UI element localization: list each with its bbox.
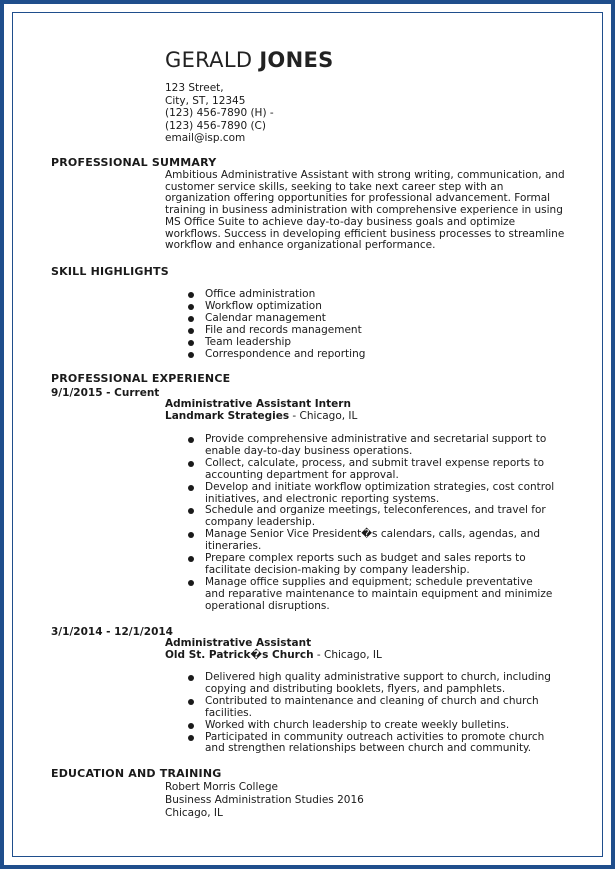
job-dates: 3/1/2014 - 12/1/2014 <box>51 626 173 638</box>
bullet-icon <box>188 461 194 467</box>
bullet-icon <box>188 675 194 681</box>
summary-line: organization offering opportunities for professional advancement. Formal <box>165 192 551 205</box>
bullet-icon <box>188 328 194 334</box>
skill-item: File and records management <box>188 325 365 337</box>
bullet-icon <box>188 437 194 443</box>
last-name: JONES <box>259 48 334 72</box>
skills-heading: SKILL HIGHLIGHTS <box>51 265 169 278</box>
summary-line: MS Office Suite to achieve day-to-day business goals and optimize <box>165 215 516 228</box>
bullet-icon <box>188 316 194 322</box>
education-block <box>165 781 364 819</box>
job-location: - Chicago, IL <box>313 649 382 661</box>
job-employer-line <box>165 649 382 661</box>
job-bullet: Contributed to maintenance and cleaning of church and church facilities. <box>188 696 551 720</box>
skill-item: Calendar management <box>188 313 365 325</box>
bullet-icon <box>188 580 194 586</box>
first-name: GERALD <box>165 48 253 72</box>
skills-list <box>188 289 365 360</box>
job-employer: Landmark Strategies <box>165 410 290 422</box>
job-bullets <box>188 434 554 613</box>
job-employer-line <box>165 410 357 422</box>
job-bullet: Develop and initiate workflow optimization strategies, cost control initiatives, and electronic reporting systems. <box>188 482 554 506</box>
summary-text <box>165 170 565 252</box>
education-heading: EDUCATION AND TRAINING <box>51 767 222 780</box>
bullet-icon <box>188 485 194 491</box>
job-bullet: Prepare complex reports such as budget and sales reports to facilitate decision-making by company leadership. <box>188 553 554 577</box>
job-location: - Chicago, IL <box>289 410 358 422</box>
bullet-icon <box>188 340 194 346</box>
bullet-icon <box>188 556 194 562</box>
job-bullet: Collect, calculate, process, and submit travel expense reports to accounting department for approval. <box>188 458 554 482</box>
bullet-icon <box>188 723 194 729</box>
job-bullet: Provide comprehensive administrative and secretarial support to enable day-to-day business operations. <box>188 434 554 458</box>
job-dates: 9/1/2015 - Current <box>51 387 160 399</box>
bullet-icon <box>188 352 194 358</box>
bullet-icon <box>188 532 194 538</box>
contact-city: City, ST, 12345 <box>165 94 246 107</box>
bullet-icon <box>188 508 194 514</box>
education-degree: Business Administration Studies 2016 <box>165 793 364 806</box>
job-bullet: Manage Senior Vice President�s calendars, calls, agendas, and itineraries. <box>188 529 554 553</box>
education-school: Robert Morris College <box>165 781 278 793</box>
contact-block <box>165 82 274 145</box>
job-bullet: Manage office supplies and equipment; schedule preventative and reparative maintenance to maintain equipment and minimize operational disruptions. <box>188 577 554 613</box>
summary-heading: PROFESSIONAL SUMMARY <box>51 156 217 169</box>
job-bullet: Schedule and organize meetings, teleconferences, and travel for company leadership. <box>188 505 554 529</box>
job-title: Administrative Assistant Intern <box>165 398 351 410</box>
bullet-icon <box>188 699 194 705</box>
contact-email: email@isp.com <box>165 132 246 144</box>
contact-street: 123 Street, <box>165 82 224 94</box>
job-bullet: Delivered high quality administrative support to church, including copying and distributing booklets, flyers, and pamphlets. <box>188 672 551 696</box>
job-employer: Old St. Patrick�s Church <box>165 649 314 661</box>
job-bullet: Participated in community outreach activities to promote church and strengthen relationships between church and community. <box>188 732 551 756</box>
summary-line: training in business administration with comprehensive experience in using <box>165 204 563 217</box>
skill-item: Team leadership <box>188 337 365 349</box>
experience-heading: PROFESSIONAL EXPERIENCE <box>51 372 231 385</box>
contact-home-phone: (123) 456-7890 (H) - <box>165 107 274 119</box>
job-title: Administrative Assistant <box>165 637 312 649</box>
summary-line: workflow and enhance organizational performance. <box>165 239 436 252</box>
skill-item: Workflow optimization <box>188 301 365 313</box>
contact-cell-phone: (123) 456-7890 (C) <box>165 119 266 132</box>
skill-item: Correspondence and reporting <box>188 349 365 361</box>
education-location: Chicago, IL <box>165 806 223 819</box>
candidate-name <box>165 48 334 72</box>
bullet-icon <box>188 735 194 741</box>
summary-line: Ambitious Administrative Assistant with strong writing, communication, and <box>165 169 565 181</box>
bullet-icon <box>188 304 194 310</box>
job-bullets <box>188 672 551 755</box>
job-bullet: Worked with church leadership to create weekly bulletins. <box>188 720 551 732</box>
bullet-icon <box>188 292 194 298</box>
summary-line: workflows. Success in developing efficient business processes to streamline <box>165 227 565 240</box>
skill-item: Office administration <box>188 289 365 301</box>
summary-line: customer service skills, seeking to take next career step with an <box>165 180 504 193</box>
